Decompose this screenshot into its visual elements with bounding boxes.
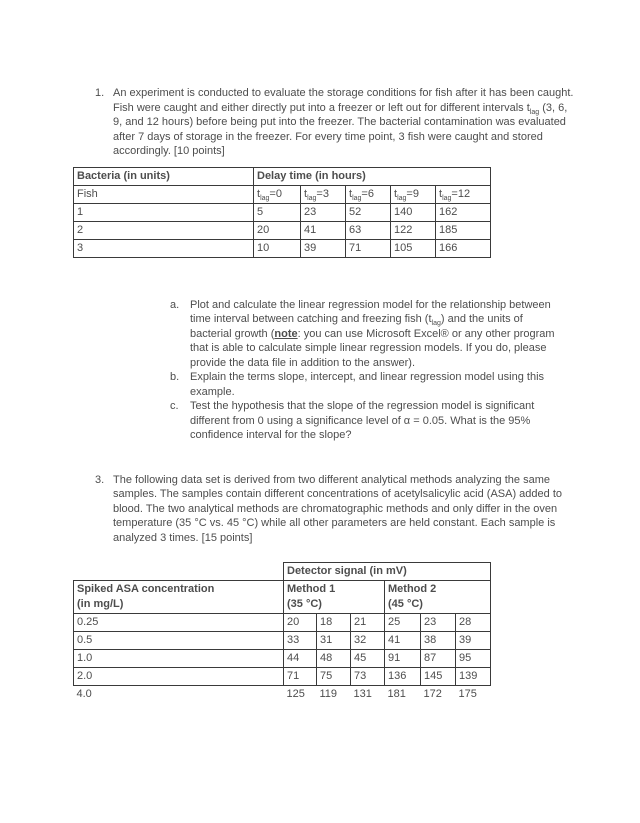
table-cell: Delay time (in hours) — [254, 167, 491, 185]
table-cell: 95 — [456, 650, 491, 668]
table-cell: 52 — [346, 203, 391, 221]
table-cell: $t_{lag}=9$ — [391, 185, 436, 203]
subscript-lag: lag — [529, 108, 540, 116]
table-cell: 32 — [351, 632, 385, 650]
table-cell: 175 — [458, 688, 477, 700]
table-cell: Fish — [74, 185, 254, 203]
list-number: 1. — [95, 87, 105, 99]
subscript-lag: lag — [431, 320, 441, 328]
table-row — [74, 614, 491, 632]
table-cell: 1.0 — [74, 650, 284, 668]
table-cell: 38 — [421, 632, 456, 650]
table-cell: 145 — [421, 668, 456, 686]
sub-question-b — [170, 370, 640, 399]
question-1-text — [113, 86, 575, 159]
table-cell: $t_{lag}=12$ — [436, 185, 491, 203]
document-page — [0, 86, 640, 823]
table-cell: $t_{lag}=3$ — [301, 185, 346, 203]
table-cell: $t_{lag}=6$ — [346, 185, 391, 203]
note-emphasis: note — [274, 327, 298, 340]
list-marker: c. — [170, 400, 179, 412]
table-cell: 41 — [301, 221, 346, 239]
table-cell: 63 — [346, 221, 391, 239]
question-1-run2: (3, 6, 9, and 12 hours) before being put into the freezer. The bacterial contamination was evaluated after 7 days of storage in the freezer. For every time point, 3 fish were caught and stored accordingly. [10 points] — [113, 101, 568, 157]
table-cell: 131 — [353, 688, 372, 700]
bacteria-table — [73, 167, 491, 258]
table-cell: 18 — [317, 614, 351, 632]
table-cell: 1 — [74, 203, 254, 221]
table-header-row — [74, 563, 491, 581]
table-cell: 162 — [436, 203, 491, 221]
table-cell: Method 2 (45 °C) — [385, 581, 491, 614]
table-cell: 33 — [284, 632, 317, 650]
table-subheader-row — [74, 581, 491, 614]
sub-question-c — [170, 399, 640, 443]
table-cell: 41 — [385, 632, 421, 650]
table-cell: 48 — [317, 650, 351, 668]
sub-question-a-text: Plot and calculate the linear regression model for the relationship between time interval between catching and freezing fish $(t_{lag})$ and the units of bacterial growth (note: you can use Microsoft Excel® or any other program that is able to calculate simple linear regression models. If you do, please provide the data file in addition to the answer). — [190, 298, 555, 369]
question-1 — [95, 86, 640, 159]
table-cell: 5 — [254, 203, 301, 221]
table-cell: 45 — [351, 650, 385, 668]
list-number: 3. — [95, 473, 105, 486]
table-cell: 20 — [284, 614, 317, 632]
table-cell: 23 — [301, 203, 346, 221]
table-cell: 44 — [284, 650, 317, 668]
detector-table — [73, 562, 491, 703]
table-cell: 73 — [351, 668, 385, 686]
table-cell: 166 — [436, 239, 491, 257]
table-cell: 23 — [421, 614, 456, 632]
table-cell: 31 — [317, 632, 351, 650]
table-cell: Spiked ASA concentration (in mg/L) — [74, 581, 284, 614]
table-cell: 172 — [423, 688, 442, 700]
table-row — [74, 650, 491, 668]
table-cell: 125 — [286, 688, 305, 700]
question-1-run1: An experiment is conducted to evaluate the storage conditions for fish after it has been caught. Fish were caught and either directly put into a freezer or left out for different intervals t — [113, 87, 574, 114]
table-row — [74, 239, 491, 257]
table-cell: 136 — [385, 668, 421, 686]
empty-cell — [74, 563, 284, 581]
table-cell: 39 — [456, 632, 491, 650]
table-cell: 3 — [74, 239, 254, 257]
table-row-cutoff — [74, 686, 491, 704]
table-cell: 25 — [385, 614, 421, 632]
table-cell: 122 — [391, 221, 436, 239]
list-marker: a. — [170, 298, 180, 311]
table-cell: 87 — [421, 650, 456, 668]
table-cell: 140 — [391, 203, 436, 221]
table-cell: 20 — [254, 221, 301, 239]
table-row — [74, 221, 491, 239]
table-cell: $t_{lag}=0$ — [254, 185, 301, 203]
table-subheader-row — [74, 185, 491, 203]
table-cell: 139 — [456, 668, 491, 686]
table-cell: 10 — [254, 239, 301, 257]
table-cell: 181 — [387, 688, 406, 700]
table-cell: 28 — [456, 614, 491, 632]
table-cell: 71 — [346, 239, 391, 257]
table-cell: Bacteria (in units) — [74, 167, 254, 185]
table-cell: 185 — [436, 221, 491, 239]
table-cell: 0.5 — [74, 632, 284, 650]
question-3-text: The following data set is derived from two different analytical methods analyzing the same samples. The samples contain different concentrations of acetylsalicylic acid (ASA) added to blood. The two analytical methods are chromatographic methods and only differ in the oven temperature (35 °C vs. 45 °C) while all other parameters are held constant. Each sample is analyzed 3 times. [15 points] — [113, 473, 562, 544]
table-row — [74, 668, 491, 686]
table-cell: 39 — [301, 239, 346, 257]
table-cell: 75 — [317, 668, 351, 686]
sub-questions-list — [170, 298, 640, 443]
table-cell: 2.0 — [74, 668, 284, 686]
sub-question-c-text: Test the hypothesis that the slope of the regression model is significant different from 0 using a significance level of α = 0.05. What is the 95% confidence interval for the slope? — [190, 400, 535, 441]
table-cell: Method 1 (35 °C) — [284, 581, 385, 614]
table-cell: 2 — [74, 221, 254, 239]
table-row — [74, 632, 491, 650]
table-row — [74, 203, 491, 221]
table-header-row — [74, 167, 491, 185]
table-cell: Detector signal (in mV) — [284, 563, 491, 581]
table-cell: 21 — [351, 614, 385, 632]
table-cell: 105 — [391, 239, 436, 257]
list-marker: b. — [170, 371, 180, 383]
table-cell: 119 — [319, 688, 338, 700]
question-3 — [95, 473, 640, 546]
table-cell: 91 — [385, 650, 421, 668]
table-cell: 4.0 — [76, 688, 92, 700]
sub-question-a — [170, 298, 640, 371]
table-cell: 71 — [284, 668, 317, 686]
sub-question-b-text: Explain the terms slope, intercept, and linear regression model using this example. — [190, 371, 545, 398]
table-cell: 0.25 — [74, 614, 284, 632]
